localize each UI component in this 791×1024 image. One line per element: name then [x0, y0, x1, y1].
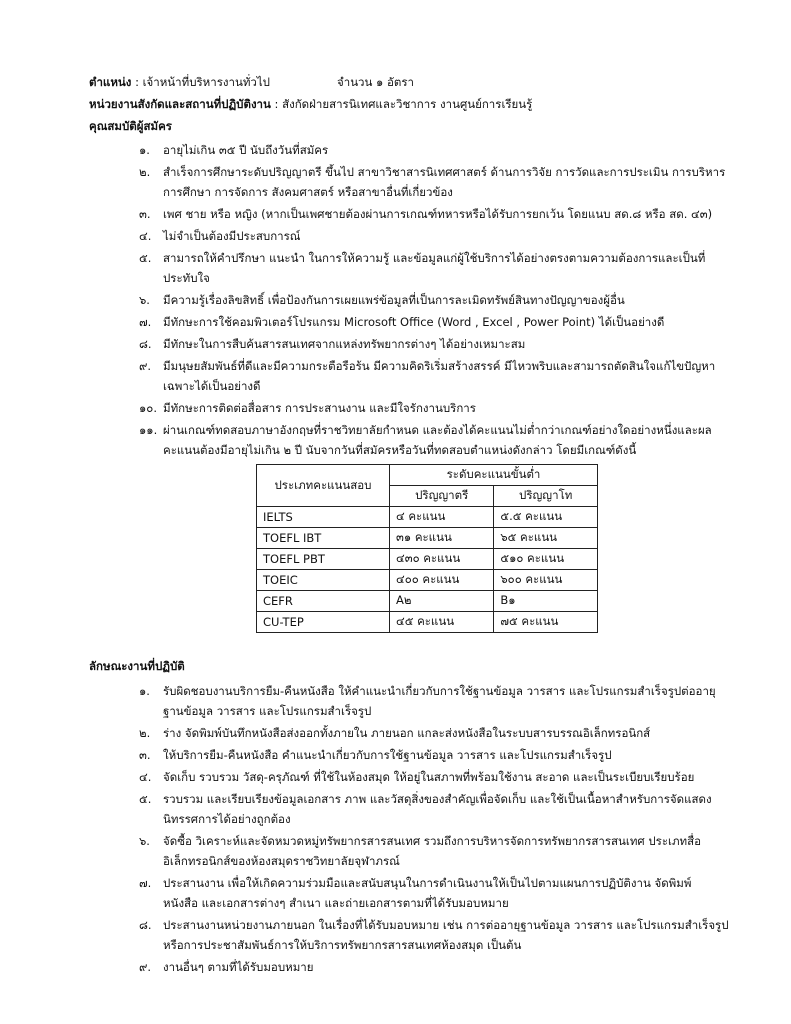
col-min-header: ระดับคะแนนขั้นต่ำ — [390, 465, 598, 486]
list-item-number: ๔. — [139, 229, 152, 243]
quota-text: จำนวน ๑ อัตรา — [337, 75, 414, 89]
list-item-text: เฉพาะได้เป็นอย่างดี — [163, 379, 261, 393]
master-score: ๕.๕ คะแนน — [494, 507, 598, 528]
list-item-text: รวบรวม และเรียบเรียงข้อมูลเอกสาร ภาพ และวัสดุสิ่งของสำคัญเพื่อจัดเก็บ และใช้เป็นเนื้อหาสำหรับการจัดแสดง — [163, 792, 712, 806]
test-name: CEFR — [257, 591, 390, 612]
position-line — [89, 74, 270, 90]
test-name: CU-TEP — [257, 612, 390, 633]
list-item-text: ประทับใจ — [163, 271, 210, 285]
list-item-number: ๘. — [139, 918, 152, 932]
col-master-header: ปริญญาโท — [494, 486, 598, 507]
list-item-number: ๖. — [139, 293, 150, 307]
list-item-text: ประสานงาน เพื่อให้เกิดความร่วมมือและสนับสนุนในการดำเนินงานให้เป็นไปตามแผนการปฏิบัติงาน จัดพิมพ์ — [163, 876, 692, 890]
list-item-number: ๑๑. — [139, 423, 158, 437]
list-item-text: มีทักษะในการสืบค้นสารสนเทศจากแหล่งทรัพยากรต่างๆ ได้อย่างเหมาะสม — [163, 337, 526, 351]
master-score: ๕๑๐ คะแนน — [494, 549, 598, 570]
bachelor-score: ๔๐๐ คะแนน — [390, 570, 494, 591]
list-item-text: จัดเก็บ รวบรวม วัสดุ-ครุภัณฑ์ ที่ใช้ในห้องสมุด ให้อยู่ในสภาพที่พร้อมใช้งาน สะอาด และเป็นระเบียบเรียบร้อย — [163, 770, 695, 784]
list-item-number: ๘. — [139, 337, 152, 351]
list-item-number: ๒. — [139, 165, 151, 179]
list-item-number: ๕. — [139, 792, 152, 806]
list-item-text: คะแนนต้องมีอายุไม่เกิน ๒ ปี นับจากวันที่สมัครหรือวันที่ทดสอบตำแหน่งดังกล่าว โดยมีเกณฑ์ดังนี้ — [163, 443, 637, 457]
list-item-text: สามารถให้คำปรึกษา แนะนำ ในการให้ความรู้ และข้อมูลแก่ผู้ใช้บริการได้อย่างตรงตามความต้องการและเป็นที่ — [163, 251, 706, 265]
list-item-number: ๗. — [139, 315, 152, 329]
test-name: TOEIC — [257, 570, 390, 591]
list-item-text: การศึกษา การจัดการ สังคมศาสตร์ หรือสาขาอื่นที่เกี่ยวข้อง — [163, 185, 453, 199]
qualifications-heading: คุณสมบัติผู้สมัคร — [89, 119, 172, 133]
list-item-text: ให้บริการยืม-คืนหนังสือ คำแนะนำเกี่ยวกับการใช้ฐานข้อมูล วารสาร และโปรแกรมสำเร็จรูป — [163, 748, 612, 762]
list-item-text: งานอื่นๆ ตามที่ได้รับมอบหมาย — [163, 960, 314, 974]
list-item-number: ๙. — [139, 960, 152, 974]
list-item-number: ๖. — [139, 834, 150, 848]
master-score: B๑ — [494, 591, 598, 612]
table-row — [257, 612, 598, 633]
table-row — [257, 528, 598, 549]
list-item-text: มีทักษะการใช้คอมพิวเตอร์โปรแกรม Microsoft Office (Word , Excel , Power Point) ได้เป็นอย่างดี — [163, 315, 665, 329]
unit-label: หน่วยงานสังกัดและสถานที่ปฏิบัติงาน — [89, 97, 271, 111]
master-score: ๖๐๐ คะแนน — [494, 570, 598, 591]
list-item-text: อิเล็กทรอนิกส์ของห้องสมุดราชวิทยาลัยจุฬาภรณ์ — [163, 854, 400, 868]
list-item-number: ๓. — [139, 748, 151, 762]
list-item-text: จัดซื้อ วิเคราะห์และจัดหมวดหมู่ทรัพยากรสารสนเทศ รวมถึงการบริหารจัดการทรัพยากรสารสนเทศ ประเภทสื่อ — [163, 834, 702, 848]
table-row — [257, 591, 598, 612]
test-name: TOEFL IBT — [257, 528, 390, 549]
list-item-number: ๑. — [139, 143, 150, 157]
col-type-header: ประเภทคะแนนสอบ — [257, 465, 390, 507]
bachelor-score: A๒ — [390, 591, 494, 612]
bachelor-score: ๔ คะแนน — [390, 507, 494, 528]
position-value: : เจ้าหน้าที่บริหารงานทั่วไป — [135, 75, 270, 89]
unit-value: : สังกัดฝ่ายสารนิเทศและวิชาการ งานศูนย์การเรียนรู้ — [274, 97, 533, 111]
list-item-number: ๔. — [139, 770, 152, 784]
list-item-number: ๒. — [139, 726, 151, 740]
list-item-number: ๗. — [139, 876, 152, 890]
list-item-text: นิทรรศการได้อย่างถูกต้อง — [163, 812, 291, 826]
list-item-text: รับผิดชอบงานบริการยืม-คืนหนังสือ ให้คำแนะนำเกี่ยวกับการใช้ฐานข้อมูล วารสาร และโปรแกรมสำเร็จรูปต่ออายุ — [163, 684, 716, 698]
table-row — [257, 570, 598, 591]
duties-heading: ลักษณะงานที่ปฏิบัติ — [89, 659, 185, 673]
list-item-text: มีมนุษยสัมพันธ์ที่ดีและมีความกระตือรือร้น มีความคิดริเริ่มสร้างสรรค์ มีไหวพริบและสามารถตัดสินใจแก้ไขปัญหา — [163, 359, 716, 373]
list-item-text: ฐานข้อมูล วารสาร และโปรแกรมสำเร็จรูป — [163, 704, 372, 718]
list-item-text: ประสานงานหน่วยงานภายนอก ในเรื่องที่ได้รับมอบหมาย เช่น การต่ออายุฐานข้อมูล วารสาร และโปรแกรมสำเร็จรูป — [163, 918, 729, 932]
list-item-number: ๑. — [139, 684, 150, 698]
table-header-row — [257, 465, 598, 486]
list-item-number: ๑๐. — [139, 401, 157, 415]
bachelor-score: ๓๑ คะแนน — [390, 528, 494, 549]
list-item-text: หรือการประชาสัมพันธ์การให้บริการทรัพยากรสารสนเทศห้องสมุด เป็นต้น — [163, 938, 522, 952]
master-score: ๖๕ คะแนน — [494, 528, 598, 549]
master-score: ๗๕ คะแนน — [494, 612, 598, 633]
list-item-text: มีความรู้เรื่องลิขสิทธิ์ เพื่อป้องกันการเผยแพร่ข้อมูลที่เป็นการละเมิดทรัพย์สินทางปัญญาของผู้อื่น — [163, 293, 625, 307]
test-name: TOEFL PBT — [257, 549, 390, 570]
list-item-text: มีทักษะการติดต่อสื่อสาร การประสานงาน และมีใจรักงานบริการ — [163, 401, 476, 415]
score-table — [256, 464, 598, 633]
list-item-text: สำเร็จการศึกษาระดับปริญญาตรี ขึ้นไป สาขาวิชาสารนิเทศศาสตร์ ด้านการวิจัย การวัดและการประเมิน การบริหาร — [163, 165, 726, 179]
list-item-text: อายุไม่เกิน ๓๕ ปี นับถึงวันที่สมัคร — [163, 143, 329, 157]
list-item-text: ร่าง จัดพิมพ์บันทึกหนังสือส่งออกทั้งภายใน ภายนอก แกละส่งหนังสือในระบบสารบรรณอิเล็กทรอนิกส์ — [163, 726, 651, 740]
test-name: IELTS — [257, 507, 390, 528]
list-item-text: หนังสือ และเอกสารต่างๆ สำเนา และถ่ายเอกสารตามที่ได้รับมอบหมาย — [163, 896, 509, 910]
bachelor-score: ๔๕ คะแนน — [390, 612, 494, 633]
position-label: ตำแหน่ง — [89, 75, 132, 89]
list-item-number: ๕. — [139, 251, 152, 265]
list-item-number: ๓. — [139, 207, 151, 221]
bachelor-score: ๔๓๐ คะแนน — [390, 549, 494, 570]
list-item-number: ๙. — [139, 359, 152, 373]
list-item-text: ไม่จำเป็นต้องมีประสบการณ์ — [163, 229, 301, 243]
table-row — [257, 549, 598, 570]
col-bachelor-header: ปริญญาตรี — [390, 486, 494, 507]
list-item-text: ผ่านเกณฑ์ทดสอบภาษาอังกฤษที่ราชวิทยาลัยกำหนด และต้องได้คะแนนไม่ต่ำกว่าเกณฑ์อย่างใดอย่างหนึ่งและผล — [163, 423, 712, 437]
unit-line — [89, 96, 532, 112]
table-row — [257, 507, 598, 528]
list-item-text: เพศ ชาย หรือ หญิง (หากเป็นเพศชายต้องผ่านการเกณฑ์ทหารหรือได้รับการยกเว้น โดยแนบ สด.๘ หรือ สด. ๔๓) — [163, 207, 713, 221]
